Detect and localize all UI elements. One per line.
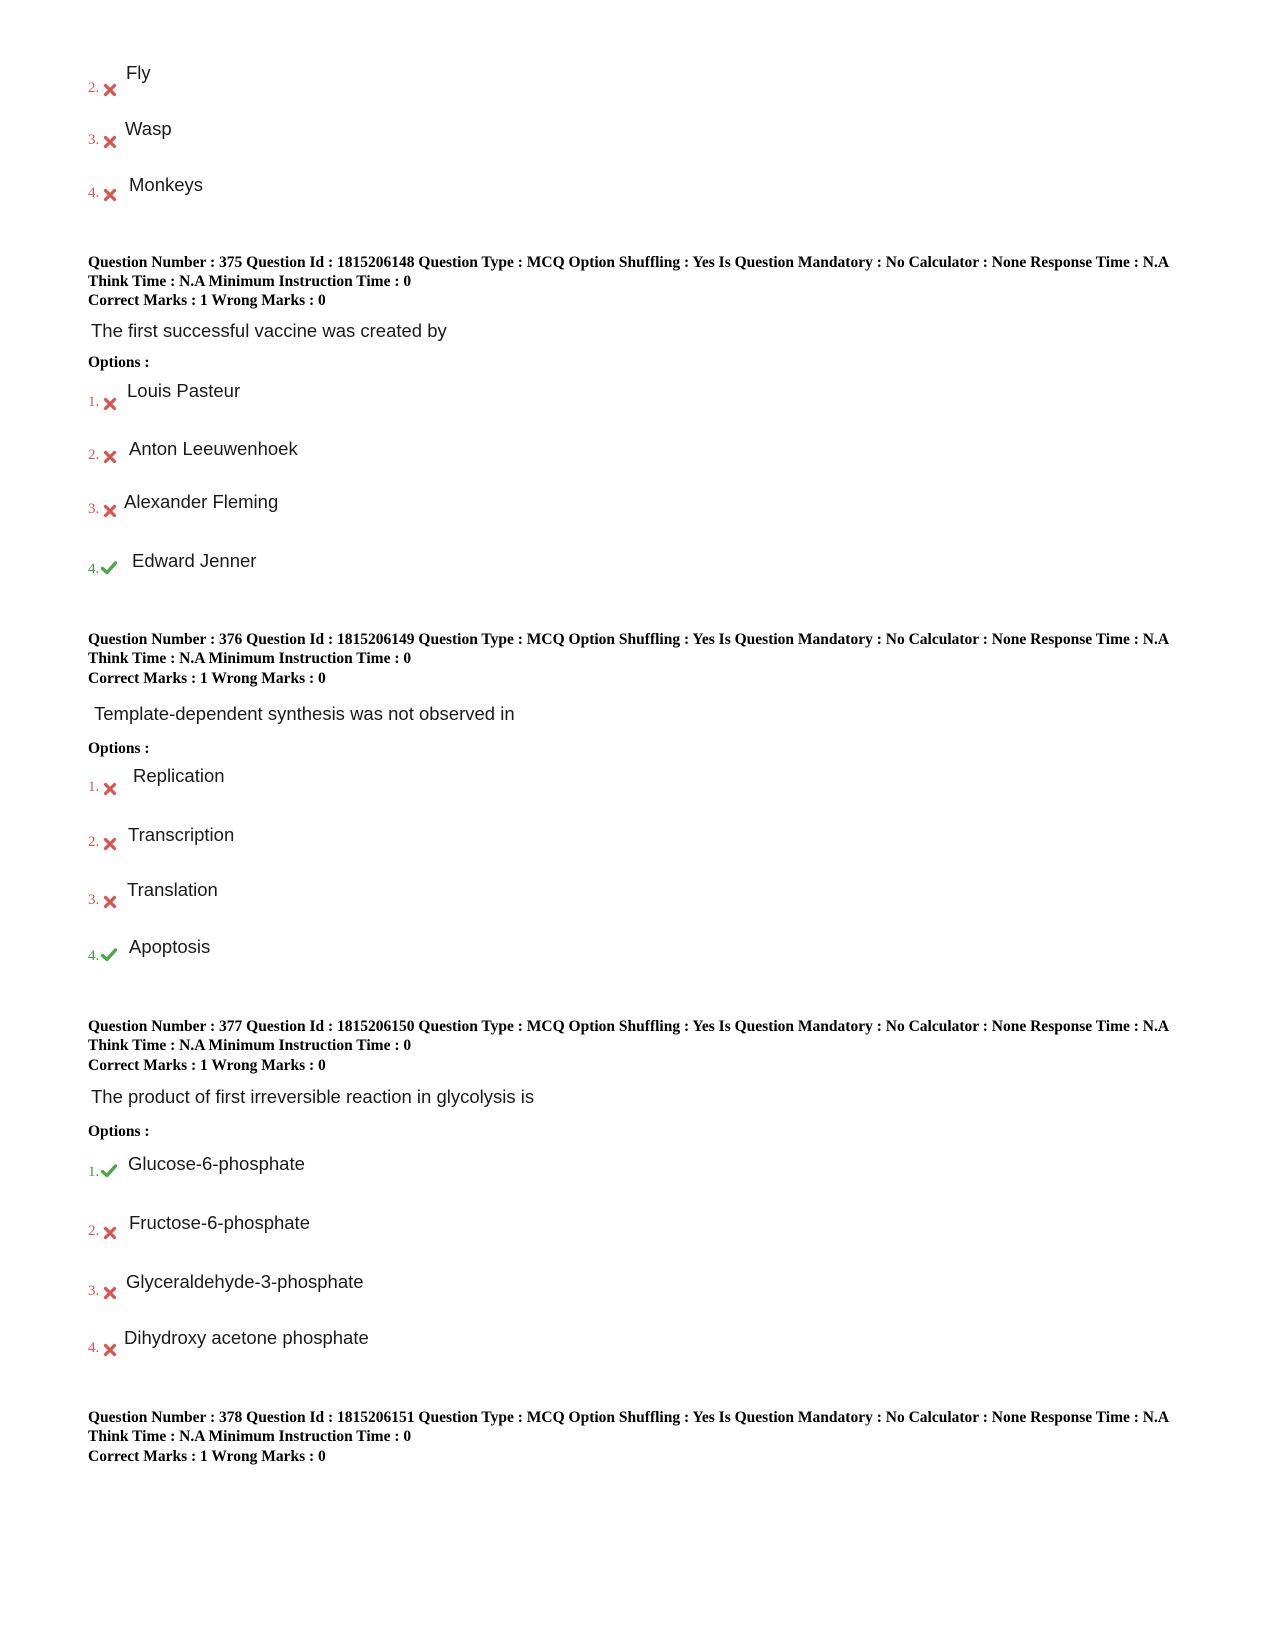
option-row [88,1269,788,1309]
option-number: 1. [88,1164,100,1180]
option-row [88,763,788,803]
option-number: 2. [88,80,100,96]
option-row [88,489,788,529]
wrong-icon [102,1225,118,1241]
option-row [88,116,788,156]
option-number: 1. [88,394,100,410]
wrong-icon [102,781,118,797]
option-text: Transcription [128,824,235,845]
question-meta: Question Number : 377 Question Id : 1815206150 Question Type : MCQ Option Shuffling : Yes Is Question Mandatory : No Calculator : None Response Time : N.A Think Time : N.A Minimum Instruction Time : 0 [88,1018,1169,1054]
option-number: 2. [88,1223,100,1239]
wrong-icon [102,82,118,98]
option-row [88,172,788,212]
option-text: Fly [126,62,151,83]
option-text: Wasp [125,118,172,139]
option-row [88,1210,788,1250]
options-label: Options : [88,740,150,757]
question-meta: Question Number : 375 Question Id : 1815206148 Question Type : MCQ Option Shuffling : Yes Is Question Mandatory : No Calculator : None Response Time : N.A Think Time : N.A Minimum Instruction Time : 0 [88,254,1169,290]
wrong-icon [102,134,118,150]
option-row [88,60,788,100]
option-row [88,1327,788,1367]
question-meta: Question Number : 376 Question Id : 1815206149 Question Type : MCQ Option Shuffling : Yes Is Question Mandatory : No Calculator : None Response Time : N.A Think Time : N.A Minimum Instruction Time : 0 [88,631,1169,667]
option-text: Apoptosis [129,936,211,957]
option-number: 4. [88,948,100,964]
option-text: Anton Leeuwenhoek [129,438,298,459]
question-text: Template-dependent synthesis was not observed in [94,703,515,724]
wrong-icon [102,894,118,910]
wrong-icon [102,449,118,465]
option-text: Monkeys [129,174,204,195]
option-number: 1. [88,779,100,795]
option-row [88,548,788,588]
wrong-icon [102,187,118,203]
option-number: 3. [88,892,100,908]
question-marks: Correct Marks : 1 Wrong Marks : 0 [88,670,326,687]
correct-check-icon [101,1163,117,1179]
correct-check-icon [101,560,117,576]
option-text: Edward Jenner [132,550,257,571]
option-row [88,934,788,974]
option-text: Replication [133,765,225,786]
option-number: 2. [88,834,100,850]
option-text: Dihydroxy acetone phosphate [124,1327,369,1348]
option-text: Glucose-6-phosphate [128,1153,305,1174]
option-text: Translation [127,879,218,900]
option-number: 3. [88,1283,100,1299]
wrong-icon [102,836,118,852]
option-number: 3. [88,501,100,517]
wrong-icon [102,1342,118,1358]
option-number: 4. [88,185,100,201]
wrong-icon [102,396,118,412]
question-text: The product of first irreversible reaction in glycolysis is [91,1086,535,1107]
question-marks: Correct Marks : 1 Wrong Marks : 0 [88,1448,326,1465]
option-text: Glyceraldehyde-3-phosphate [126,1271,364,1292]
options-label: Options : [88,354,150,371]
option-row [88,436,788,476]
option-row [88,378,788,418]
correct-check-icon [101,947,117,963]
question-meta: Question Number : 378 Question Id : 1815206151 Question Type : MCQ Option Shuffling : Yes Is Question Mandatory : No Calculator : None Response Time : N.A Think Time : N.A Minimum Instruction Time : 0 [88,1409,1169,1445]
option-number: 4. [88,561,100,577]
option-row [88,822,788,862]
option-number: 4. [88,1340,100,1356]
option-text: Fructose-6-phosphate [129,1212,310,1233]
option-text: Louis Pasteur [127,380,241,401]
question-marks: Correct Marks : 1 Wrong Marks : 0 [88,1057,326,1074]
option-number: 3. [88,132,100,148]
question-marks: Correct Marks : 1 Wrong Marks : 0 [88,292,326,309]
wrong-icon [102,503,118,519]
option-text: Alexander Fleming [124,491,279,512]
options-label: Options : [88,1123,150,1140]
question-text: The first successful vaccine was created by [91,320,447,341]
option-row [88,877,788,917]
option-number: 2. [88,447,100,463]
wrong-icon [102,1285,118,1301]
option-row [88,1151,788,1191]
